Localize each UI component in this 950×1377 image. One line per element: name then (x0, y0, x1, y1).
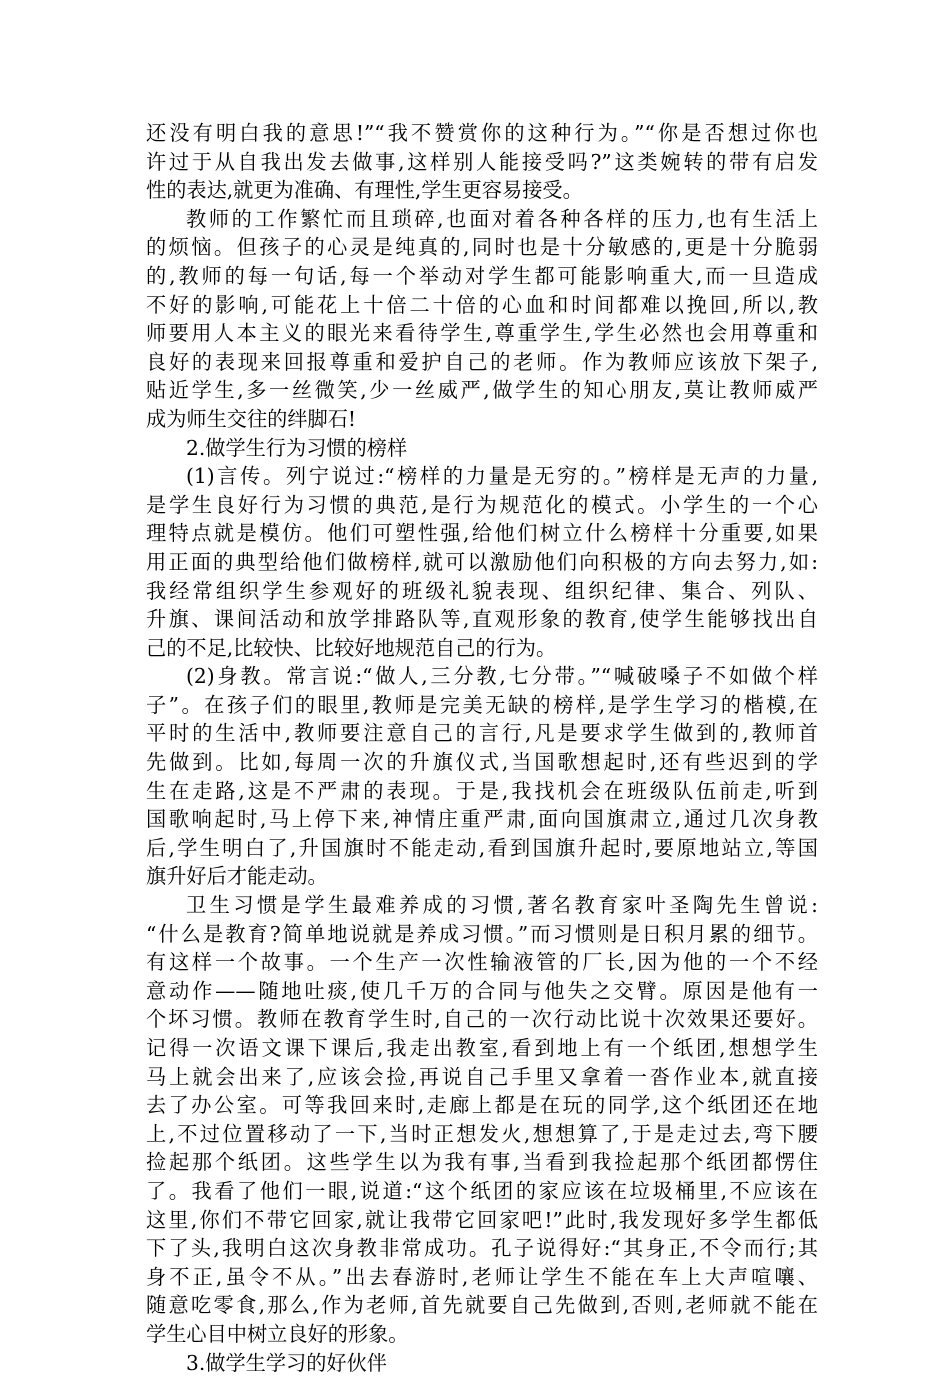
text-line: 用正面的典型给他们做榜样,就可以激励他们向积极的方向去努力,如: (146, 549, 818, 574)
text-line: 马上就会出来了,应该会捡,再说自己手里又拿着一沓作业本,就直接 (146, 1064, 818, 1089)
text-line: 3.做学生学习的好伙伴 (186, 1350, 387, 1375)
text-line: 有这样一个故事。一个生产一次性输液管的厂长,因为他的一个不经 (146, 950, 818, 975)
text-line: (1)言传。列宁说过:“榜样的力量是无穷的。”榜样是无声的力量, (186, 464, 818, 489)
text-line: 记得一次语文课下课后,我走出教室,看到地上有一个纸团,想想学生 (146, 1036, 818, 1060)
text-line: 个坏习惯。教师在教育学生时,自己的一次行动比说十次效果还要好。 (146, 1007, 818, 1032)
text-line: 理特点就是模仿。他们可塑性强,给他们树立什么榜样十分重要,如果 (146, 521, 818, 546)
text-line: 性的表达,就更为准确、有理性,学生更容易接受。 (146, 178, 583, 203)
text-line: 生在走路,这是不严肃的表现。于是,我找机会在班级队伍前走,听到 (146, 778, 818, 803)
text-line: 这里,你们不带它回家,就让我带它回家吧!”此时,我发现好多学生都低 (146, 1207, 818, 1232)
text-line: 的,教师的每一句话,每一个举动对学生都可能影响重大,而一旦造成 (146, 263, 818, 288)
text-line: 良好的表现来回报尊重和爱护自己的老师。作为教师应该放下架子, (146, 349, 818, 374)
text-line: 下了头,我明白这次身教非常成功。孔子说得好:“其身正,不令而行;其 (146, 1236, 818, 1261)
text-line: 国歌响起时,马上停下来,神情庄重严肃,面向国旗肃立,通过几次身教 (146, 807, 818, 832)
text-line: 身不正,虽令不从。”出去春游时,老师让学生不能在车上大声喧嚷、 (146, 1264, 818, 1289)
text-line: 学生心目中树立良好的形象。 (146, 1321, 409, 1346)
text-line: 随意吃零食,那么,作为老师,首先就要自己先做到,否则,老师就不能在 (146, 1293, 818, 1318)
text-line: 师要用人本主义的眼光来看待学生,尊重学生,学生必然也会用尊重和 (146, 321, 818, 346)
text-line: 先做到。比如,每周一次的升旗仪式,当国歌想起时,还有些迟到的学 (146, 750, 818, 775)
text-line: 去了办公室。可等我回来时,走廊上都是在玩的同学,这个纸团还在地 (146, 1093, 818, 1118)
text-line: (2)身教。常言说:“做人,三分教,七分带。”“喊破嗓子不如做个样 (186, 664, 818, 689)
text-line: 还没有明白我的意思!”“我不赞赏你的这种行为。”“你是否想过你也 (146, 121, 818, 145)
text-line: 上,不过位置移动了一下,当时正想发火,想想算了,于是走过去,弯下腰 (146, 1121, 818, 1146)
text-line: 平时的生活中,教师要注意自己的言行,凡是要求学生做到的,教师首 (146, 721, 818, 746)
text-line: 贴近学生,多一丝微笑,少一丝威严,做学生的知心朋友,莫让教师威严 (146, 378, 818, 403)
text-line: 2.做学生行为习惯的榜样 (186, 435, 408, 460)
document-page (146, 119, 818, 1377)
text-line: 旗升好后才能走动。 (146, 864, 328, 889)
text-line: 子”。在孩子们的眼里,教师是完美无缺的榜样,是学生学习的楷模,在 (146, 692, 818, 717)
text-line: 后,学生明白了,升国旗时不能走动,看到国旗升起时,要原地站立,等国 (146, 835, 818, 860)
text-line: 捡起那个纸团。这些学生以为我有事,当看到我捡起那个纸团都愣住 (146, 1150, 818, 1175)
text-line: 己的不足,比较快、比较好地规范自己的行为。 (146, 635, 557, 660)
text-line: 我经常组织学生参观好的班级礼貌表现、组织纪律、集合、列队、 (146, 578, 818, 603)
text-line: 成为师生交往的绊脚石! (146, 406, 356, 431)
text-line: 卫生习惯是学生最难养成的习惯,著名教育家叶圣陶先生曾说: (186, 893, 818, 918)
text-line: 意动作——随地吐痰,使几千万的合同与他失之交臂。原因是他有一 (146, 978, 818, 1003)
text-line: 了。我看了他们一眼,说道:“这个纸团的家应该在垃圾桶里,不应该在 (146, 1178, 818, 1203)
text-line: 是学生良好行为习惯的典范,是行为规范化的模式。小学生的一个心 (146, 492, 818, 517)
text-line: 教师的工作繁忙而且琐碎,也面对着各种各样的压力,也有生活上 (186, 206, 818, 231)
text-line: 许过于从自我出发去做事,这样别人能接受吗?”这类婉转的带有启发 (146, 149, 818, 174)
text-line: 不好的影响,可能花上十倍二十倍的心血和时间都难以挽回,所以,教 (146, 292, 818, 317)
text-line: “什么是教育?简单地说就是养成习惯。”而习惯则是日积月累的细节。 (146, 921, 818, 946)
text-line: 升旗、课间活动和放学排路队等,直观形象的教育,使学生能够找出自 (146, 607, 818, 632)
text-line: 的烦恼。但孩子的心灵是纯真的,同时也是十分敏感的,更是十分脆弱 (146, 235, 818, 260)
